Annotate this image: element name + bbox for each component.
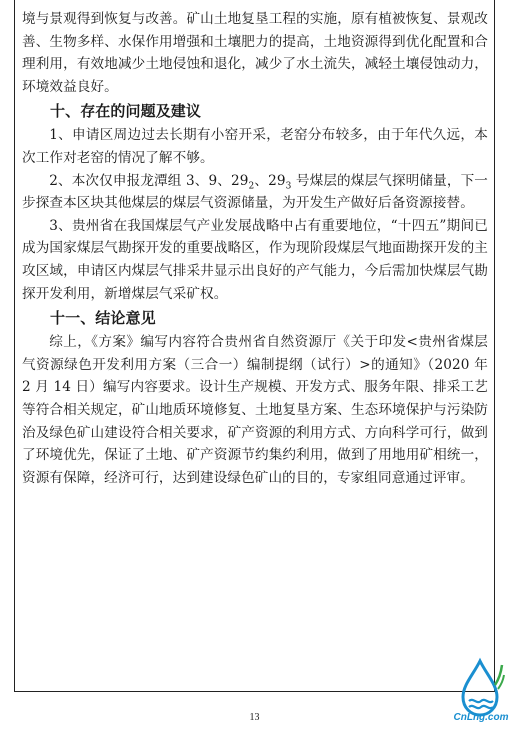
p2-part-b: 、29 bbox=[254, 172, 286, 189]
p2-sub-1: 2 bbox=[248, 181, 255, 192]
section-10-paragraph-1: 1、申请区周边过去长期有小窑开采，老窑分布较多，由于年代久远，本次工作对老窑的情况了解不够。 bbox=[22, 127, 488, 166]
section-10-heading: 十、存在的问题及建议 bbox=[50, 102, 202, 121]
intro-paragraph: 境与景观得到恢复与改善。矿山土地复垦工程的实施，原有植被恢复、景观改善、生物多样、水保作用增强和土壤肥力的提高，土地资源得到优化配置和合理利用，有效地减少土地侵蚀和退化，减少了水土流失，减轻土壤侵蚀动力，环境效益良好。 bbox=[22, 11, 488, 95]
section-10-paragraph-2 bbox=[22, 170, 488, 215]
section-10-paragraph-3: 3、贵州省在我国煤层气产业发展战略中占有重要地位，“十四五”期间已成为国家煤层气勘探开发的重要战略区，作为现阶段煤层气地面勘探开发的主攻区域，申请区内煤层气排采井显示出良好的产气能力，今后需加快煤层气勘探开发利用，新增煤层气采矿权。 bbox=[22, 217, 488, 302]
watermark-text: CnLng.com bbox=[453, 712, 509, 723]
document-body bbox=[22, 8, 488, 489]
p2-part-c: 号煤层的煤层气探明储量，下一步探查本区块其他煤层的煤层气资源储量，为开发生产做好后备资源接替。 bbox=[22, 172, 488, 212]
section-11-heading: 十一、结论意见 bbox=[50, 309, 156, 328]
page-number: 13 bbox=[249, 712, 260, 723]
section-11-paragraph-1: 综上，《方案》编写内容符合贵州省自然资源厅《关于印发<贵州省煤层气资源绿色开发利用方案（三合一）编制提纲（试行）>的通知》（2020 年 2 月 14 日）编写内容要求。设计生产规模、开发方式、服务年限、排采工艺等符合相关规定，矿山地质环境修复、土地复垦方案、生态环境保护与污染防治及绿色矿山建设符合相关要求，矿产资源的利用方式、方向科学可行，做到了环境优先，保证了土地、矿产资源节约集约利用，做到了用地用矿相统一，资源有保障，经济可行，达到建设绿色矿山的目的，专家组同意通过评审。 bbox=[22, 334, 488, 486]
p2-sub-2: 3 bbox=[285, 181, 292, 192]
p2-part-a: 2、本次仅申报龙潭组 3、9、29 bbox=[49, 172, 249, 189]
